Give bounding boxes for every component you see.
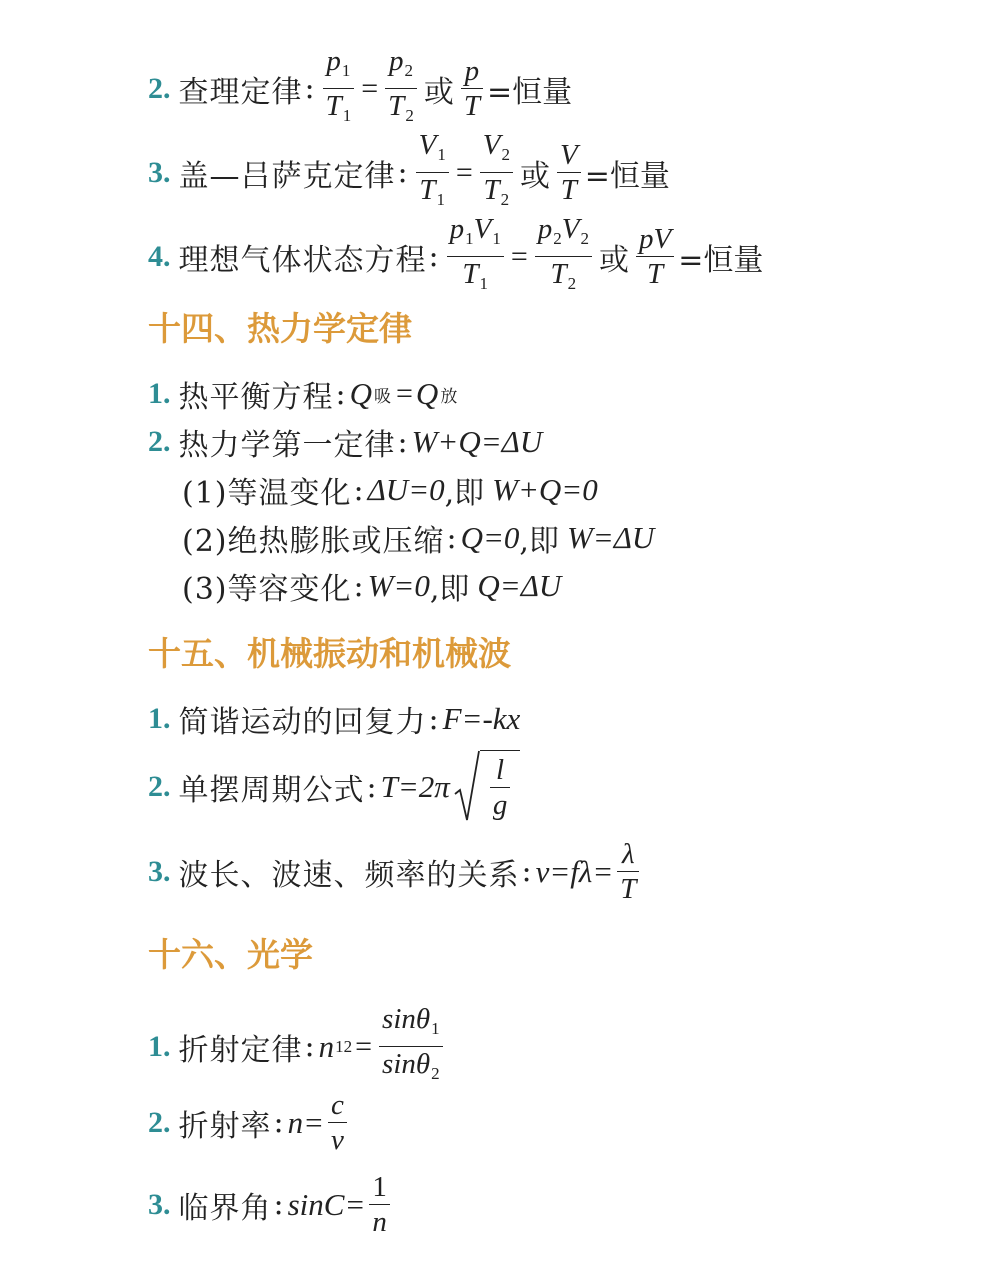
fraction-numerator: λ bbox=[622, 838, 635, 870]
fraction-denominator: T bbox=[620, 873, 637, 905]
first-law-item bbox=[148, 420, 542, 464]
fraction-numerator: V bbox=[418, 129, 437, 161]
fraction-v-t bbox=[557, 138, 581, 207]
item-title: 查理定律 bbox=[178, 74, 303, 110]
item-colon: : bbox=[521, 854, 532, 889]
fraction-p2v2-t2 bbox=[535, 212, 592, 301]
fraction-denominator: T bbox=[560, 174, 577, 206]
sub-item-label: (1)等温变化 bbox=[182, 476, 352, 511]
fraction-c-v bbox=[328, 1088, 347, 1157]
fraction-numerator: V bbox=[561, 213, 580, 245]
item-title: 热平衡方程 bbox=[178, 380, 334, 415]
sub-item-label: (3)等容变化 bbox=[182, 572, 352, 607]
fraction-numerator: p bbox=[388, 45, 404, 77]
fraction-denominator: T bbox=[647, 258, 664, 290]
fraction-denominator: T bbox=[462, 258, 479, 290]
formula: n bbox=[318, 1028, 335, 1064]
conjunction-text: ,即 bbox=[519, 524, 559, 559]
constant-text: =恒量 bbox=[678, 242, 764, 278]
item-title: 单摆周期公式 bbox=[178, 773, 365, 808]
fraction-numerator: V bbox=[482, 129, 501, 161]
formula: Q=0 bbox=[460, 520, 520, 555]
thermal-equilibrium-item bbox=[148, 372, 459, 416]
fraction-p-t bbox=[461, 54, 483, 123]
formula-q: Q bbox=[349, 376, 372, 411]
equals-sign: = bbox=[510, 239, 528, 273]
item-colon: : bbox=[397, 424, 408, 460]
equals-sign: = bbox=[396, 377, 413, 410]
subscript: 2 bbox=[405, 106, 414, 125]
fraction-v2-t2 bbox=[480, 128, 513, 217]
fraction-lambda-t bbox=[617, 837, 639, 906]
constant-text: =恒量 bbox=[584, 158, 670, 194]
equals-sign: = bbox=[355, 1029, 373, 1063]
restoring-force-item bbox=[148, 697, 520, 741]
formula: W+Q=0 bbox=[492, 472, 598, 507]
subscript: 12 bbox=[335, 1036, 353, 1056]
or-word: 或 bbox=[598, 242, 629, 278]
item-colon: : bbox=[273, 1187, 284, 1222]
subscript: 1 bbox=[492, 229, 501, 248]
item-number: 3. bbox=[148, 1187, 171, 1221]
isochoric-item bbox=[182, 564, 561, 608]
subscript: 1 bbox=[431, 1019, 440, 1038]
formula: sinC= bbox=[287, 1186, 366, 1222]
fraction-denominator: T bbox=[550, 258, 567, 290]
critical-angle-item bbox=[148, 1170, 394, 1239]
fraction-p2-t2 bbox=[385, 44, 417, 133]
item-title: 折射定律 bbox=[178, 1032, 303, 1068]
fraction-denominator: g bbox=[492, 789, 508, 821]
fraction-numerator: c bbox=[331, 1089, 344, 1121]
subscript: 1 bbox=[479, 274, 489, 293]
isothermal-item bbox=[182, 468, 598, 512]
item-number: 1. bbox=[148, 1029, 171, 1063]
item-number: 4. bbox=[148, 239, 171, 273]
equals-sign: = bbox=[455, 155, 473, 189]
formula: ΔU=0 bbox=[367, 472, 445, 507]
item-title: 盖—吕萨克定律 bbox=[178, 158, 396, 194]
fraction-denominator: v bbox=[331, 1124, 344, 1156]
wave-relation-item bbox=[148, 837, 643, 906]
subscript-release: 放 bbox=[440, 386, 458, 407]
fraction-denominator: sinθ bbox=[382, 1048, 431, 1080]
formula: v=fλ= bbox=[535, 853, 614, 889]
fraction-1-n bbox=[369, 1170, 390, 1239]
formula: F=-kx bbox=[442, 701, 521, 736]
item-number: 2. bbox=[148, 1105, 171, 1139]
item-number: 2. bbox=[148, 71, 171, 105]
fraction-denominator: T bbox=[463, 90, 480, 122]
fraction-numerator: V bbox=[473, 213, 492, 245]
subscript-absorb: 吸 bbox=[374, 386, 391, 407]
subscript: 2 bbox=[500, 190, 510, 209]
subscript: 2 bbox=[404, 61, 413, 80]
radicand bbox=[480, 750, 521, 824]
fraction-denominator: T bbox=[419, 174, 436, 206]
or-word: 或 bbox=[519, 158, 550, 194]
item-colon: : bbox=[366, 769, 377, 805]
item-colon: : bbox=[428, 701, 439, 737]
item-colon: : bbox=[397, 155, 408, 190]
item-number: 1. bbox=[148, 702, 171, 735]
item-number: 2. bbox=[148, 425, 171, 458]
conjunction-text: ,即 bbox=[444, 476, 485, 511]
item-title: 理想气体状态方程 bbox=[178, 242, 427, 278]
item-colon: : bbox=[304, 71, 315, 106]
fraction-denominator: T bbox=[483, 174, 500, 206]
fraction-numerator: sinθ bbox=[382, 1003, 431, 1035]
item-number: 1. bbox=[148, 377, 171, 410]
formula-q: Q bbox=[415, 376, 439, 411]
charles-law-item bbox=[148, 44, 572, 133]
section-heading-thermodynamics: 十四、热力学定律 bbox=[148, 309, 412, 348]
adiabatic-item bbox=[182, 516, 654, 560]
subscript: 2 bbox=[580, 229, 589, 248]
item-colon: : bbox=[273, 1105, 284, 1140]
gay-lussac-law-item bbox=[148, 128, 670, 217]
subscript: 1 bbox=[342, 106, 352, 125]
item-number: 3. bbox=[148, 155, 171, 189]
item-colon: : bbox=[353, 472, 364, 508]
fraction-numerator: V bbox=[559, 139, 578, 171]
fraction-numerator: l bbox=[496, 754, 505, 786]
fraction-denominator: T bbox=[325, 90, 342, 122]
subscript: 2 bbox=[501, 145, 510, 164]
fraction-p1-t1 bbox=[323, 44, 355, 133]
formula: W=0 bbox=[367, 568, 430, 603]
refractive-index-item bbox=[148, 1088, 351, 1157]
fraction-denominator: T bbox=[388, 90, 405, 122]
formula: Q=ΔU bbox=[477, 568, 562, 603]
subscript: 1 bbox=[341, 61, 351, 80]
fraction-numerator: p bbox=[464, 55, 480, 87]
fraction-pv-t bbox=[636, 222, 674, 291]
conjunction-text: ,即 bbox=[429, 572, 470, 607]
section-heading-vibration-waves: 十五、机械振动和机械波 bbox=[148, 634, 511, 673]
refraction-law-item bbox=[148, 1002, 447, 1091]
item-title: 折射率 bbox=[178, 1108, 272, 1144]
item-title: 波长、波速、频率的关系 bbox=[178, 857, 520, 893]
fraction-numerator: p bbox=[326, 45, 341, 77]
fraction-p1v1-t1 bbox=[447, 212, 504, 301]
radical-sign-icon bbox=[454, 750, 480, 824]
constant-text: =恒量 bbox=[486, 74, 573, 110]
fraction-numerator: p bbox=[537, 213, 553, 245]
item-colon: : bbox=[446, 520, 457, 556]
formula: W+Q=ΔU bbox=[411, 424, 543, 459]
ideal-gas-law-item bbox=[148, 212, 763, 301]
formula: T=2π bbox=[380, 769, 450, 804]
item-colon: : bbox=[335, 376, 346, 412]
item-colon: : bbox=[428, 239, 439, 274]
fraction-numerator: pV bbox=[638, 223, 672, 255]
fraction-v1-t1 bbox=[416, 128, 449, 217]
formula: n= bbox=[287, 1104, 325, 1140]
subscript: 1 bbox=[437, 145, 446, 164]
square-root bbox=[454, 750, 521, 824]
subscript: 2 bbox=[553, 229, 562, 248]
item-number: 2. bbox=[148, 770, 171, 803]
fraction-l-g bbox=[490, 753, 511, 822]
formula: W=ΔU bbox=[566, 520, 655, 555]
pendulum-period-item bbox=[148, 750, 520, 824]
or-word: 或 bbox=[423, 74, 454, 110]
item-colon: : bbox=[304, 1029, 315, 1064]
subscript: 2 bbox=[431, 1064, 440, 1083]
fraction-numerator: p bbox=[449, 213, 465, 245]
fraction-denominator: n bbox=[372, 1206, 387, 1238]
item-colon: : bbox=[353, 568, 364, 604]
fraction-sin-ratio bbox=[379, 1002, 443, 1091]
sub-item-label: (2)绝热膨胀或压缩 bbox=[182, 524, 445, 559]
subscript: 2 bbox=[567, 274, 577, 293]
item-number: 3. bbox=[148, 854, 171, 888]
item-title: 临界角 bbox=[178, 1190, 272, 1226]
fraction-numerator: 1 bbox=[372, 1171, 387, 1203]
subscript: 1 bbox=[465, 229, 474, 248]
section-heading-optics: 十六、光学 bbox=[148, 935, 313, 974]
subscript: 1 bbox=[436, 190, 446, 209]
item-title: 热力学第一定律 bbox=[178, 428, 396, 463]
item-title: 简谐运动的回复力 bbox=[178, 705, 427, 740]
equals-sign: = bbox=[361, 71, 379, 105]
